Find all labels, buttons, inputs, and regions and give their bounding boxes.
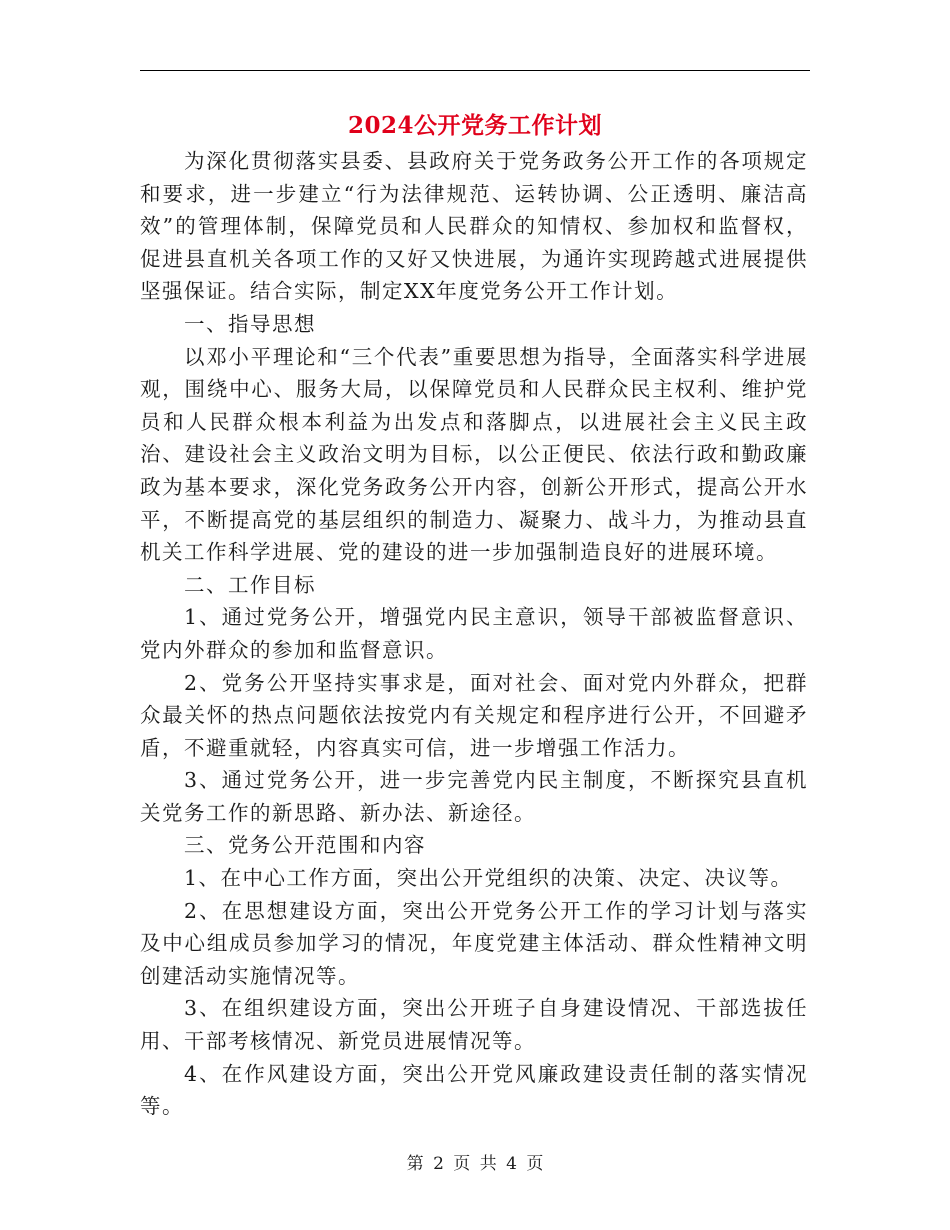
document-title: 2024公开党务工作计划 [347, 112, 602, 139]
section-heading-scope-content: 三、党务公开范围和内容 [184, 833, 426, 858]
scope-item-1: 1、在中心工作方面，突出公开党组织的决策、决定、决议等。 [184, 866, 793, 891]
section-heading-guiding-ideology: 一、指导思想 [184, 311, 316, 336]
scope-item-3: 3、在组织建设方面，突出公开班子自身建设情况、干部选拔任用、干部考核情况、新党员进展情况等。 [140, 996, 808, 1054]
work-goal-item-3: 3、通过党务公开，进一步完善党内民主制度，不断探究县直机关党务工作的新思路、新办法、新途径。 [140, 768, 808, 825]
section-heading-work-goals: 二、工作目标 [184, 572, 316, 597]
intro-paragraph: 为深化贯彻落实县委、县政府关于党务政务公开工作的各项规定和要求，进一步建立“行为法律规范、运转协调、公正透明、廉洁高效”的管理体制，保障党员和人民群众的知情权、参加权和监督权，促进县直机关各项工作的又好又快进展，为通许实现跨越式进展提供坚强保证。结合实际，制定XX年度党务公开工作计划。 [140, 149, 808, 304]
page-number-footer: 第 2 页 共 4 页 [406, 1154, 544, 1174]
guiding-ideology-paragraph: 以邓小平理论和“三个代表”重要思想为指导，全面落实科学进展观，围绕中心、服务大局，以保障党员和人民群众民主权利、维护党员和人民群众根本利益为出发点和落脚点，以进展社会主义民主政治、建设社会主义政治文明为目标，以公正便民、依法行政和勤政廉政为基本要求，深化党务政务公开内容，创新公开形式，提高公开水平，不断提高党的基层组织的制造力、凝聚力、战斗力，为推动县直机关工作科学进展、党的建设的进一步加强制造良好的进展环境。 [140, 344, 808, 565]
work-goal-item-1: 1、通过党务公开，增强党内民主意识，领导干部被监督意识、党内外群众的参加和监督意识。 [140, 605, 808, 662]
document-body [140, 145, 808, 1123]
work-goal-item-2: 2、党务公开坚持实事求是，面对社会、面对党内外群众，把群众最关怀的热点问题依法按党内有关规定和程序进行公开，不回避矛盾，不避重就轻，内容真实可信，进一步增强工作活力。 [140, 670, 808, 760]
scope-item-2: 2、在思想建设方面，突出公开党务公开工作的学习计划与落实及中心组成员参加学习的情况，年度党建主体活动、群众性精神文明创建活动实施情况等。 [140, 898, 808, 988]
scope-item-4: 4、在作风建设方面，突出公开党风廉政建设责任制的落实情况等。 [140, 1061, 808, 1119]
header-rule [140, 70, 810, 71]
